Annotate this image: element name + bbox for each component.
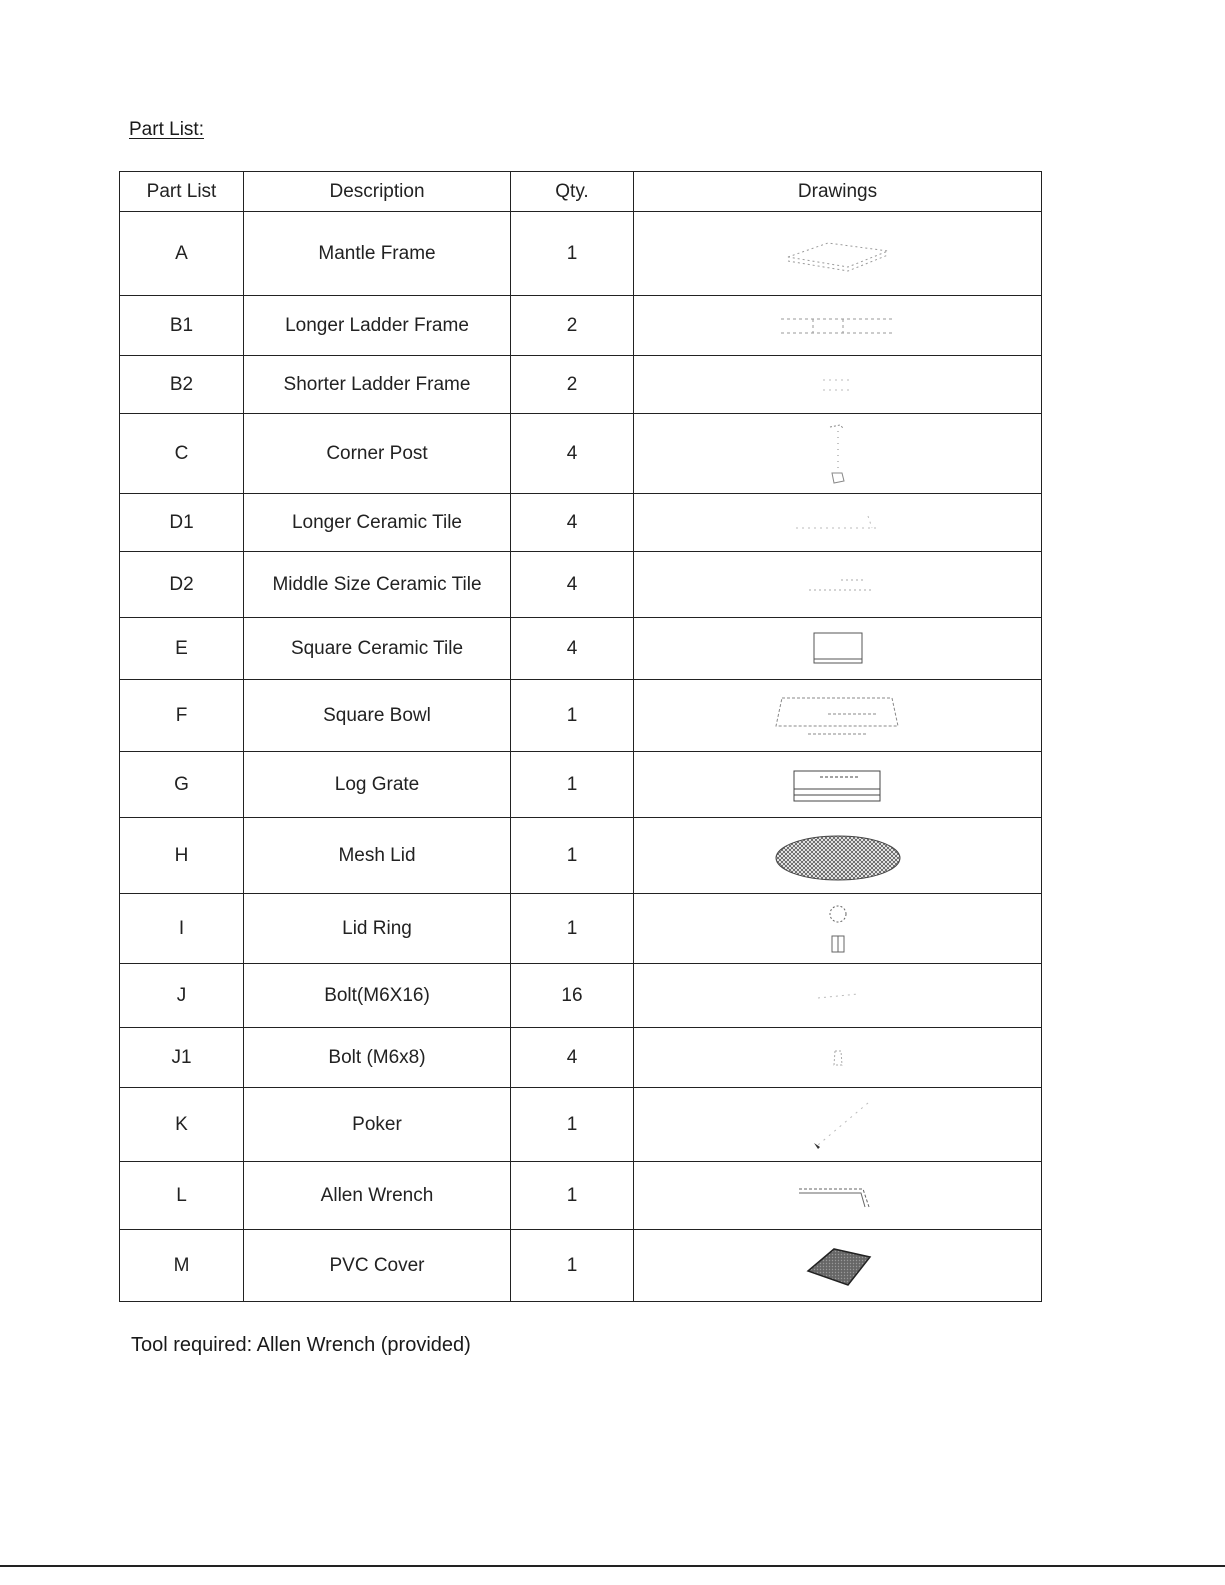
longer-ceramic-tile-drawing [788,508,888,538]
table-row [120,356,1042,414]
table-row [120,894,1042,964]
part-qty: 1 [511,1162,634,1230]
part-code: F [120,680,244,752]
lid-ring-drawing [818,900,858,958]
part-qty: 1 [511,1230,634,1302]
table-row [120,552,1042,618]
part-description: Mantle Frame [244,212,511,296]
part-code: E [120,618,244,680]
square-bowl-drawing [768,686,908,746]
part-code: M [120,1230,244,1302]
part-code: D2 [120,552,244,618]
part-code: B2 [120,356,244,414]
table-row [120,414,1042,494]
part-description: Log Grate [244,752,511,818]
bolt-m6x8-drawing [823,1043,853,1073]
table-header-row [120,172,1042,212]
part-description: Poker [244,1088,511,1162]
part-description: Middle Size Ceramic Tile [244,552,511,618]
log-grate-drawing [790,763,886,807]
part-qty: 1 [511,680,634,752]
longer-ladder-frame-drawing [773,309,903,343]
part-code: J1 [120,1028,244,1088]
part-description: Mesh Lid [244,818,511,894]
part-qty: 1 [511,212,634,296]
part-qty: 2 [511,296,634,356]
table-row [120,1230,1042,1302]
part-description: PVC Cover [244,1230,511,1302]
table-row [120,494,1042,552]
table-row [120,618,1042,680]
table-row [120,680,1042,752]
part-description: Corner Post [244,414,511,494]
part-description: Allen Wrench [244,1162,511,1230]
part-code: J [120,964,244,1028]
mesh-lid-drawing [768,828,908,884]
part-qty: 4 [511,618,634,680]
header-description: Description [244,172,511,212]
part-code: G [120,752,244,818]
poker-drawing [798,1095,878,1155]
part-code: B1 [120,296,244,356]
table-row [120,1162,1042,1230]
part-qty: 2 [511,356,634,414]
pvc-cover-drawing [798,1241,878,1291]
part-qty: 1 [511,894,634,964]
part-qty: 16 [511,964,634,1028]
part-list-heading: Part List: [129,119,204,140]
part-description: Bolt (M6x8) [244,1028,511,1088]
allen-wrench-drawing [793,1179,883,1213]
part-code: I [120,894,244,964]
part-qty: 4 [511,552,634,618]
part-code: C [120,414,244,494]
part-qty: 1 [511,818,634,894]
part-description: Square Ceramic Tile [244,618,511,680]
part-qty: 4 [511,414,634,494]
part-description: Longer Ladder Frame [244,296,511,356]
part-description: Square Bowl [244,680,511,752]
tool-required-note: Tool required: Allen Wrench (provided) [131,1334,471,1356]
corner-post-drawing [818,421,858,487]
part-description: Shorter Ladder Frame [244,356,511,414]
square-ceramic-tile-drawing [808,629,868,669]
part-qty: 4 [511,494,634,552]
header-qty: Qty. [511,172,634,212]
table-row [120,212,1042,296]
table-row [120,752,1042,818]
parts-table [119,171,1042,1302]
part-code: K [120,1088,244,1162]
part-code: A [120,212,244,296]
part-qty: 4 [511,1028,634,1088]
part-description: Longer Ceramic Tile [244,494,511,552]
part-code: H [120,818,244,894]
part-description: Lid Ring [244,894,511,964]
mantle-frame-drawing [768,229,908,279]
table-row [120,1088,1042,1162]
table-row [120,1028,1042,1088]
table-row [120,296,1042,356]
shorter-ladder-frame-drawing [808,370,868,400]
part-code: L [120,1162,244,1230]
table-row [120,818,1042,894]
header-part-list: Part List [120,172,244,212]
header-drawings: Drawings [634,172,1042,212]
part-code: D1 [120,494,244,552]
part-description: Bolt(M6X16) [244,964,511,1028]
part-qty: 1 [511,752,634,818]
bolt-m6x16-drawing [808,984,868,1008]
table-row [120,964,1042,1028]
part-qty: 1 [511,1088,634,1162]
middle-ceramic-tile-drawing [793,568,883,602]
page-bottom-rule [0,1565,1225,1567]
